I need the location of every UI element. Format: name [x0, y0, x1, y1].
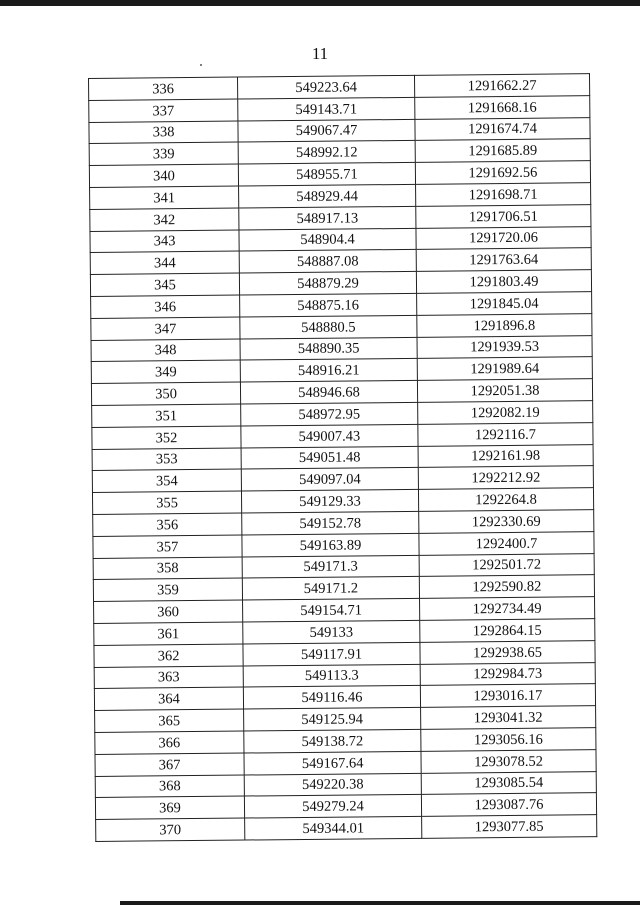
x-coordinate-cell: 549154.71: [243, 598, 420, 621]
point-number-cell: 366: [95, 731, 244, 754]
scan-bottom-edge: [120, 901, 640, 905]
point-number-cell: 362: [94, 644, 243, 667]
point-number-cell: 347: [91, 317, 240, 340]
y-coordinate-cell: 1292590.82: [419, 575, 594, 598]
y-coordinate-cell: 1292082.19: [418, 401, 593, 424]
y-coordinate-cell: 1291720.06: [416, 226, 591, 249]
x-coordinate-cell: 548955.71: [238, 163, 415, 186]
x-coordinate-cell: 548890.35: [240, 337, 417, 360]
point-number-cell: 365: [95, 709, 244, 732]
y-coordinate-cell: 1292864.15: [420, 619, 595, 642]
y-coordinate-cell: 1293041.32: [421, 706, 596, 729]
scan-speck: [200, 64, 202, 66]
y-coordinate-cell: 1291674.74: [415, 117, 590, 140]
x-coordinate-cell: 548880.5: [240, 315, 417, 338]
x-coordinate-cell: 549167.64: [244, 751, 421, 774]
x-coordinate-cell: 549171.2: [242, 577, 419, 600]
y-coordinate-cell: 1291698.71: [416, 183, 591, 206]
y-coordinate-cell: 1291803.49: [416, 270, 591, 293]
x-coordinate-cell: 549116.46: [243, 686, 420, 709]
y-coordinate-cell: 1291692.56: [415, 161, 590, 184]
y-coordinate-cell: 1292501.72: [419, 553, 594, 576]
coordinate-table: [88, 73, 597, 842]
x-coordinate-cell: 549138.72: [244, 729, 421, 752]
x-coordinate-cell: 549051.48: [241, 446, 418, 469]
x-coordinate-cell: 549117.91: [243, 642, 420, 665]
point-number-cell: 339: [89, 142, 238, 165]
point-number-cell: 346: [91, 295, 240, 318]
y-coordinate-cell: 1293077.85: [422, 815, 597, 838]
point-number-cell: 338: [89, 121, 238, 144]
y-coordinate-cell: 1291668.16: [415, 95, 590, 118]
x-coordinate-cell: 548992.12: [238, 141, 415, 164]
x-coordinate-cell: 549113.3: [243, 664, 420, 687]
y-coordinate-cell: 1292161.98: [418, 444, 593, 467]
x-coordinate-cell: 548875.16: [240, 293, 417, 316]
x-coordinate-cell: 549279.24: [244, 795, 421, 818]
point-number-cell: 355: [92, 491, 241, 514]
x-coordinate-cell: 549067.47: [238, 119, 415, 142]
y-coordinate-cell: 1291896.8: [417, 313, 592, 336]
point-number-cell: 351: [92, 404, 241, 427]
point-number-cell: 356: [93, 513, 242, 536]
point-number-cell: 358: [93, 557, 242, 580]
x-coordinate-cell: 549152.78: [242, 511, 419, 534]
coordinate-table-container: [88, 73, 593, 842]
y-coordinate-cell: 1293078.52: [421, 749, 596, 772]
point-number-cell: 364: [94, 687, 243, 710]
point-number-cell: 340: [89, 164, 238, 187]
y-coordinate-cell: 1292212.92: [418, 466, 593, 489]
point-number-cell: 344: [90, 251, 239, 274]
y-coordinate-cell: 1292051.38: [417, 379, 592, 402]
table-row: [96, 815, 597, 842]
x-coordinate-cell: 548946.68: [240, 381, 417, 404]
point-number-cell: 353: [92, 448, 241, 471]
page-number: 11: [311, 44, 329, 63]
y-coordinate-cell: 1293016.17: [420, 684, 595, 707]
y-coordinate-cell: 1291662.27: [414, 74, 589, 97]
point-number-cell: 341: [90, 186, 239, 209]
y-coordinate-cell: 1291845.04: [417, 292, 592, 315]
y-coordinate-cell: 1291939.53: [417, 335, 592, 358]
y-coordinate-cell: 1292734.49: [420, 597, 595, 620]
x-coordinate-cell: 549223.64: [237, 75, 414, 98]
x-coordinate-cell: 548929.44: [239, 184, 416, 207]
y-coordinate-cell: 1293087.76: [421, 793, 596, 816]
y-coordinate-cell: 1291706.51: [416, 204, 591, 227]
point-number-cell: 363: [94, 666, 243, 689]
y-coordinate-cell: 1292938.65: [420, 640, 595, 663]
point-number-cell: 350: [91, 382, 240, 405]
x-coordinate-cell: 549129.33: [241, 489, 418, 512]
y-coordinate-cell: 1292400.7: [419, 531, 594, 554]
x-coordinate-cell: 549007.43: [241, 424, 418, 447]
x-coordinate-cell: 548879.29: [239, 272, 416, 295]
point-number-cell: 336: [89, 77, 238, 100]
y-coordinate-cell: 1291989.64: [417, 357, 592, 380]
x-coordinate-cell: 548972.95: [241, 402, 418, 425]
point-number-cell: 370: [96, 818, 245, 841]
x-coordinate-cell: 548887.08: [239, 250, 416, 273]
point-number-cell: 354: [92, 469, 241, 492]
coordinate-table-body: [89, 74, 597, 842]
point-number-cell: 345: [90, 273, 239, 296]
point-number-cell: 342: [90, 208, 239, 231]
x-coordinate-cell: 549163.89: [242, 533, 419, 556]
point-number-cell: 357: [93, 535, 242, 558]
point-number-cell: 348: [91, 339, 240, 362]
y-coordinate-cell: 1292330.69: [419, 510, 594, 533]
point-number-cell: 368: [95, 775, 244, 798]
x-coordinate-cell: 548904.4: [239, 228, 416, 251]
x-coordinate-cell: 549344.01: [245, 816, 422, 839]
point-number-cell: 352: [92, 426, 241, 449]
point-number-cell: 359: [93, 578, 242, 601]
x-coordinate-cell: 549171.3: [242, 555, 419, 578]
x-coordinate-cell: 549097.04: [241, 468, 418, 491]
point-number-cell: 337: [89, 99, 238, 122]
x-coordinate-cell: 548917.13: [239, 206, 416, 229]
point-number-cell: 361: [94, 622, 243, 645]
x-coordinate-cell: 549133: [243, 620, 420, 643]
y-coordinate-cell: 1293085.54: [421, 771, 596, 794]
x-coordinate-cell: 549143.71: [238, 97, 415, 120]
y-coordinate-cell: 1293056.16: [421, 728, 596, 751]
point-number-cell: 343: [90, 230, 239, 253]
y-coordinate-cell: 1291685.89: [415, 139, 590, 162]
x-coordinate-cell: 549220.38: [244, 773, 421, 796]
point-number-cell: 349: [91, 360, 240, 383]
x-coordinate-cell: 548916.21: [240, 359, 417, 382]
y-coordinate-cell: 1292984.73: [420, 662, 595, 685]
x-coordinate-cell: 549125.94: [244, 707, 421, 730]
scan-top-edge: [0, 0, 640, 6]
point-number-cell: 369: [95, 796, 244, 819]
y-coordinate-cell: 1291763.64: [416, 248, 591, 271]
point-number-cell: 360: [94, 600, 243, 623]
y-coordinate-cell: 1292116.7: [418, 422, 593, 445]
point-number-cell: 367: [95, 753, 244, 776]
y-coordinate-cell: 1292264.8: [418, 488, 593, 511]
